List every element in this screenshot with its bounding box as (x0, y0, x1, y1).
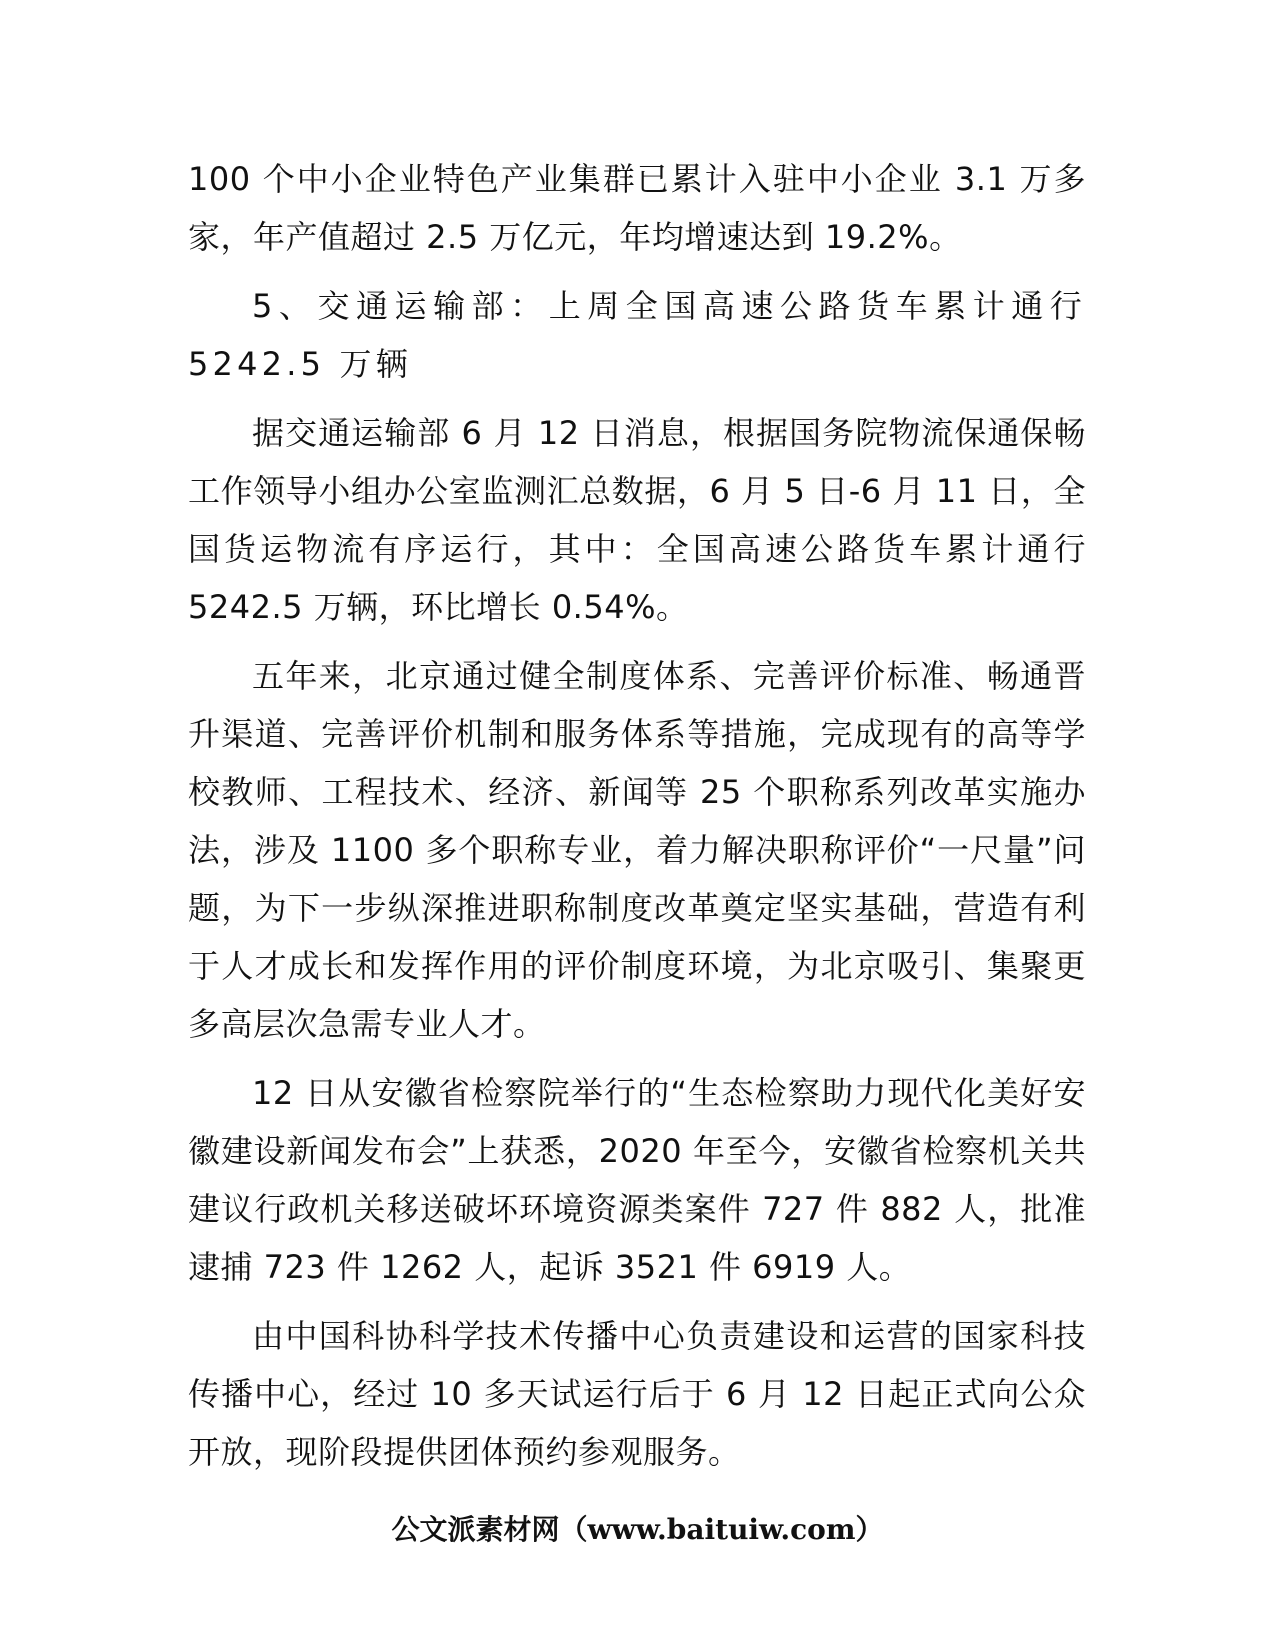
paragraph-beijing-titles: 五年来，北京通过健全制度体系、完善评价标准、畅通晋升渠道、完善评价机制和服务体系等措施，完成现有的高等学校教师、工程技术、经济、新闻等 25 个职称系列改革实施办法，涉及 1100 多个职称专业，着力解决职称评价“一尺量”问题，为下一步纵深推进职称制度改革奠定坚实基础，营造有利于人才成长和发挥作用的评价制度环境，为北京吸引、集聚更多高层次急需专业人才。 (188, 657, 1086, 1043)
paragraph-sme-clusters: 100 个中小企业特色产业集群已累计入驻中小企业 3.1 万多家，年产值超过 2.5 万亿元，年均增速达到 19.2%。 (188, 160, 1086, 256)
footer-watermark: 公文派素材网（www.baituiw.com） (391, 1513, 884, 1546)
document-body (188, 150, 1086, 1492)
section-heading-transport: 5、交通运输部：上周全国高速公路货车累计通行 5242.5 万辆 (188, 287, 1086, 383)
paragraph-freight-logistics: 据交通运输部 6 月 12 日消息，根据国务院物流保通保畅工作领导小组办公室监测汇总数据，6 月 5 日-6 月 11 日，全国货运物流有序运行，其中：全国高速公路货车累计通行 5242.5 万辆，环比增长 0.54%。 (188, 414, 1086, 626)
paragraph-science-center: 由中国科协科学技术传播中心负责建设和运营的国家科技传播中心，经过 10 多天试运行后于 6 月 12 日起正式向公众开放，现阶段提供团体预约参观服务。 (188, 1317, 1086, 1471)
paragraph-anhui-procuratorate: 12 日从安徽省检察院举行的“生态检察助力现代化美好安徽建设新闻发布会”上获悉，2020 年至今，安徽省检察机关共建议行政机关移送破坏环境资源类案件 727 件 882 人，批准逮捕 723 件 1262 人，起诉 3521 件 6919 人。 (188, 1074, 1086, 1286)
